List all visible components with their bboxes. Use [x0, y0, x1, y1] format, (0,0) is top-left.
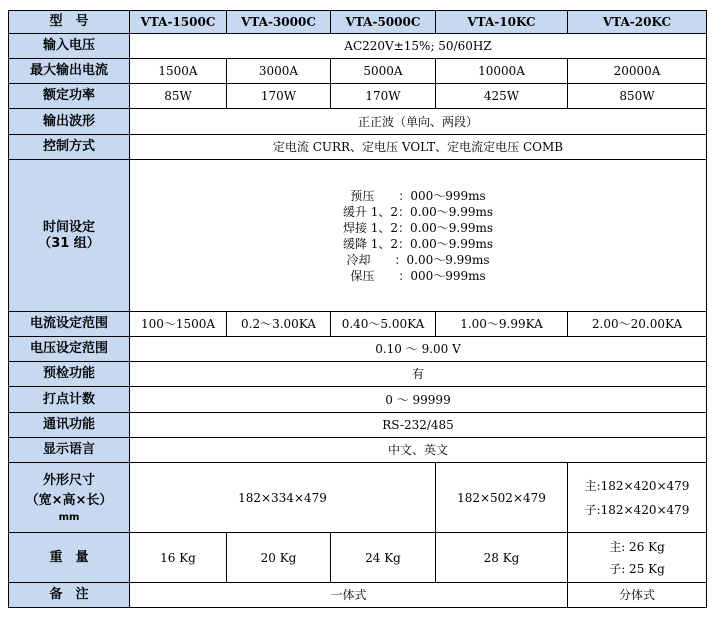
dimensions-value: 182×502×479 — [436, 463, 568, 533]
time-setting-label-line: （31 组） — [38, 235, 100, 251]
current-range-row — [9, 312, 707, 337]
dimensions-unit: mm — [58, 511, 80, 523]
waveform-label: 输出波形 — [9, 109, 130, 135]
time-setting-line: 预压 ：000～999ms — [350, 188, 486, 203]
model-header: VTA-20KC — [568, 11, 707, 34]
model-header: VTA-5000C — [331, 11, 436, 34]
rated-power-value: 170W — [331, 84, 436, 109]
weight-value: 20 Kg — [227, 533, 331, 583]
voltage-range-label: 电压设定范围 — [9, 337, 130, 362]
weight-label: 重 量 — [9, 533, 130, 583]
control-mode-value: 定电流 CURR、定电压 VOLT、定电流定电压 COMB — [130, 135, 707, 160]
current-range-value: 0.2～3.00KA — [227, 312, 331, 337]
remarks-split: 分体式 — [568, 583, 707, 608]
weight-row — [9, 533, 707, 583]
weight-sub-unit: 子: 25 Kg — [609, 561, 665, 576]
control-mode-label: 控制方式 — [9, 135, 130, 160]
model-label: 型 号 — [9, 11, 130, 34]
input-voltage-row — [9, 34, 707, 59]
spec-table — [8, 10, 707, 608]
max-current-value: 5000A — [331, 59, 436, 84]
voltage-range-row — [9, 337, 707, 362]
dimensions-row — [9, 463, 707, 533]
precheck-value: 有 — [130, 362, 707, 387]
max-current-value: 1500A — [130, 59, 227, 84]
rated-power-value: 85W — [130, 84, 227, 109]
waveform-value: 正正波（单向、两段） — [130, 109, 707, 135]
header-row — [9, 11, 707, 34]
max-current-value: 3000A — [227, 59, 331, 84]
rated-power-value: 170W — [227, 84, 331, 109]
control-mode-row — [9, 135, 707, 160]
dimensions-label-line: （宽×高×长） — [25, 492, 113, 508]
rated-power-value: 850W — [568, 84, 707, 109]
max-current-value: 20000A — [568, 59, 707, 84]
model-header: VTA-1500C — [130, 11, 227, 34]
time-setting-line: 缓升 1、2：0.00～9.99ms — [342, 204, 494, 219]
dimensions-value-split — [568, 463, 707, 533]
waveform-row — [9, 109, 707, 135]
language-label: 显示语言 — [9, 438, 130, 463]
time-setting-list — [130, 160, 707, 312]
dimensions-sub-unit: 子:182×420×479 — [584, 502, 690, 517]
precheck-row — [9, 362, 707, 387]
voltage-range-value: 0.10 ～ 9.00 V — [130, 337, 707, 362]
current-range-value: 100～1500A — [130, 312, 227, 337]
weight-value: 16 Kg — [130, 533, 227, 583]
dimensions-main-unit: 主:182×420×479 — [584, 478, 690, 493]
spot-count-label: 打点计数 — [9, 387, 130, 413]
rated-power-label: 额定功率 — [9, 84, 130, 109]
max-current-label: 最大输出电流 — [9, 59, 130, 84]
comm-value: RS-232/485 — [130, 413, 707, 438]
time-setting-line: 焊接 1、2：0.00～9.99ms — [342, 220, 494, 235]
time-setting-line: 缓降 1、2：0.00～9.99ms — [342, 236, 494, 251]
max-current-row — [9, 59, 707, 84]
weight-main-unit: 主: 26 Kg — [609, 539, 665, 554]
dimensions-label-line: 外形尺寸 — [42, 472, 95, 488]
rated-power-value: 425W — [436, 84, 568, 109]
remarks-label: 备 注 — [9, 583, 130, 608]
weight-value: 28 Kg — [436, 533, 568, 583]
max-current-value: 10000A — [436, 59, 568, 84]
time-setting-line: 冷却 ：0.00～9.99ms — [346, 252, 490, 267]
precheck-label: 预检功能 — [9, 362, 130, 387]
remarks-integrated: 一体式 — [130, 583, 568, 608]
spot-count-value: 0 ～ 99999 — [130, 387, 707, 413]
time-setting-label — [9, 160, 130, 312]
language-value: 中文、英文 — [130, 438, 707, 463]
current-range-value: 0.40～5.00KA — [331, 312, 436, 337]
rated-power-row — [9, 84, 707, 109]
time-setting-row — [9, 160, 707, 312]
weight-value: 24 Kg — [331, 533, 436, 583]
language-row — [9, 438, 707, 463]
dimensions-value: 182×334×479 — [130, 463, 436, 533]
comm-label: 通讯功能 — [9, 413, 130, 438]
remarks-row — [9, 583, 707, 608]
spot-count-row — [9, 387, 707, 413]
time-setting-label-line: 时间设定 — [42, 219, 95, 235]
time-setting-line: 保压 ：000～999ms — [350, 268, 486, 283]
dimensions-label — [9, 463, 130, 533]
input-voltage-value: AC220V±15%; 50/60HZ — [130, 34, 707, 59]
current-range-label: 电流设定范围 — [9, 312, 130, 337]
input-voltage-label: 输入电压 — [9, 34, 130, 59]
model-header: VTA-10KC — [436, 11, 568, 34]
current-range-value: 1.00～9.99KA — [436, 312, 568, 337]
current-range-value: 2.00～20.00KA — [568, 312, 707, 337]
comm-row — [9, 413, 707, 438]
model-header: VTA-3000C — [227, 11, 331, 34]
weight-value-split — [568, 533, 707, 583]
